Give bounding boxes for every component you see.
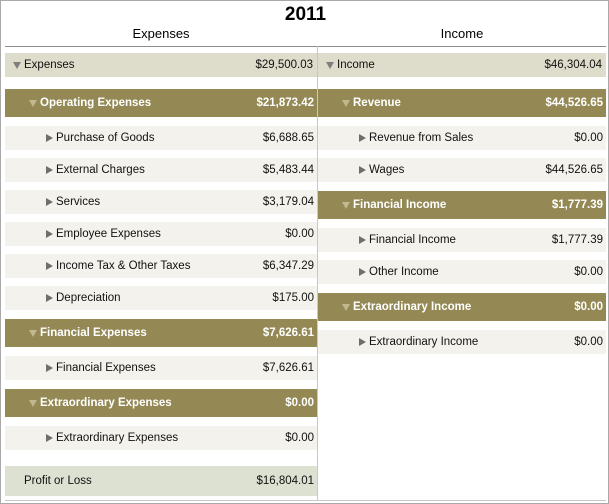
row-label: Services bbox=[56, 196, 101, 208]
disclosure-collapsed-icon[interactable] bbox=[359, 236, 366, 244]
disclosure-collapsed-icon[interactable] bbox=[46, 434, 53, 442]
expenses-total-row[interactable] bbox=[5, 53, 317, 77]
disclosure-expanded-icon[interactable] bbox=[326, 62, 334, 69]
financial-income-group-row[interactable] bbox=[318, 191, 606, 219]
row-label: Other Income bbox=[369, 266, 439, 278]
disclosure-expanded-icon[interactable] bbox=[13, 62, 21, 69]
row-amount: $44,526.65 bbox=[545, 164, 603, 176]
disclosure-collapsed-icon[interactable] bbox=[46, 230, 53, 238]
disclosure-collapsed-icon[interactable] bbox=[46, 198, 53, 206]
row-amount: $0.00 bbox=[574, 336, 603, 348]
expense-item-row[interactable] bbox=[5, 158, 317, 182]
row-amount: $16,804.01 bbox=[256, 475, 314, 487]
header-rule bbox=[5, 46, 606, 47]
disclosure-expanded-icon[interactable] bbox=[342, 304, 350, 311]
income-item-row[interactable] bbox=[318, 158, 606, 182]
row-amount: $29,500.03 bbox=[255, 59, 313, 71]
expense-item-row[interactable] bbox=[5, 286, 317, 310]
row-label: Expenses bbox=[24, 59, 75, 71]
row-label: Extraordinary Expenses bbox=[56, 432, 179, 444]
row-amount: $7,626.61 bbox=[262, 362, 314, 374]
row-amount: $44,526.65 bbox=[545, 97, 603, 109]
income-total-row[interactable] bbox=[318, 53, 606, 77]
disclosure-collapsed-icon[interactable] bbox=[359, 166, 366, 174]
income-item-row[interactable] bbox=[318, 126, 606, 150]
expense-item-row[interactable] bbox=[5, 126, 317, 150]
disclosure-collapsed-icon[interactable] bbox=[359, 268, 366, 276]
income-column-header: Income bbox=[440, 26, 484, 41]
income-item-row[interactable] bbox=[318, 330, 606, 354]
extraordinary-expenses-group-row[interactable] bbox=[5, 389, 317, 417]
row-label: Extraordinary Expenses bbox=[40, 397, 172, 409]
row-label: Depreciation bbox=[56, 292, 121, 304]
row-label: External Charges bbox=[56, 164, 145, 176]
disclosure-collapsed-icon[interactable] bbox=[46, 364, 53, 372]
expense-item-row[interactable] bbox=[5, 254, 317, 278]
row-amount: $0.00 bbox=[285, 432, 314, 444]
expense-item-row[interactable] bbox=[5, 426, 317, 450]
row-amount: $0.00 bbox=[574, 266, 603, 278]
disclosure-collapsed-icon[interactable] bbox=[46, 166, 53, 174]
row-amount: $6,688.65 bbox=[262, 132, 314, 144]
report-year-title: 2011 bbox=[284, 4, 327, 25]
row-label: Financial Income bbox=[369, 234, 456, 246]
disclosure-expanded-icon[interactable] bbox=[29, 100, 37, 107]
revenue-group-row[interactable] bbox=[318, 89, 606, 117]
disclosure-expanded-icon[interactable] bbox=[342, 202, 350, 209]
financial-expenses-group-row[interactable] bbox=[5, 319, 317, 347]
row-amount: $1,777.39 bbox=[551, 199, 603, 211]
row-amount: $46,304.04 bbox=[544, 59, 602, 71]
row-label: Revenue bbox=[353, 97, 401, 109]
row-label: Extraordinary Income bbox=[369, 336, 479, 348]
row-label: Extraordinary Income bbox=[353, 301, 472, 313]
disclosure-collapsed-icon[interactable] bbox=[46, 294, 53, 302]
row-label: Wages bbox=[369, 164, 405, 176]
disclosure-expanded-icon[interactable] bbox=[29, 330, 37, 337]
disclosure-collapsed-icon[interactable] bbox=[46, 262, 53, 270]
row-amount: $0.00 bbox=[574, 301, 603, 313]
expense-item-row[interactable] bbox=[5, 190, 317, 214]
disclosure-collapsed-icon[interactable] bbox=[46, 134, 53, 142]
income-item-row[interactable] bbox=[318, 260, 606, 284]
extraordinary-income-group-row[interactable] bbox=[318, 293, 606, 321]
disclosure-expanded-icon[interactable] bbox=[29, 400, 37, 407]
row-label: Operating Expenses bbox=[40, 97, 152, 109]
profit-or-loss-row bbox=[5, 466, 317, 496]
row-amount: $5,483.44 bbox=[262, 164, 314, 176]
expense-item-row[interactable] bbox=[5, 222, 317, 246]
disclosure-collapsed-icon[interactable] bbox=[359, 134, 366, 142]
row-label: Employee Expenses bbox=[56, 228, 161, 240]
row-amount: $6,347.29 bbox=[262, 260, 314, 272]
row-label: Revenue from Sales bbox=[369, 132, 474, 144]
operating-expenses-group-row[interactable] bbox=[5, 89, 317, 117]
row-label: Income Tax & Other Taxes bbox=[56, 260, 191, 272]
disclosure-expanded-icon[interactable] bbox=[342, 100, 350, 107]
footer-rule bbox=[5, 500, 606, 501]
row-amount: $0.00 bbox=[285, 397, 314, 409]
row-amount: $21,873.42 bbox=[256, 97, 314, 109]
row-label: Purchase of Goods bbox=[56, 132, 155, 144]
row-amount: $7,626.61 bbox=[262, 327, 314, 339]
row-amount: $1,777.39 bbox=[551, 234, 603, 246]
row-amount: $0.00 bbox=[285, 228, 314, 240]
row-amount: $0.00 bbox=[574, 132, 603, 144]
row-amount: $3,179.04 bbox=[262, 196, 314, 208]
expense-item-row[interactable] bbox=[5, 356, 317, 380]
disclosure-collapsed-icon[interactable] bbox=[359, 338, 366, 346]
income-item-row[interactable] bbox=[318, 228, 606, 252]
row-label: Income bbox=[337, 59, 375, 71]
row-amount: $175.00 bbox=[272, 292, 314, 304]
row-label: Financial Income bbox=[353, 199, 447, 211]
row-label: Financial Expenses bbox=[56, 362, 156, 374]
expenses-column-header: Expenses bbox=[132, 26, 190, 41]
row-label: Financial Expenses bbox=[40, 327, 147, 339]
row-label: Profit or Loss bbox=[24, 475, 92, 487]
